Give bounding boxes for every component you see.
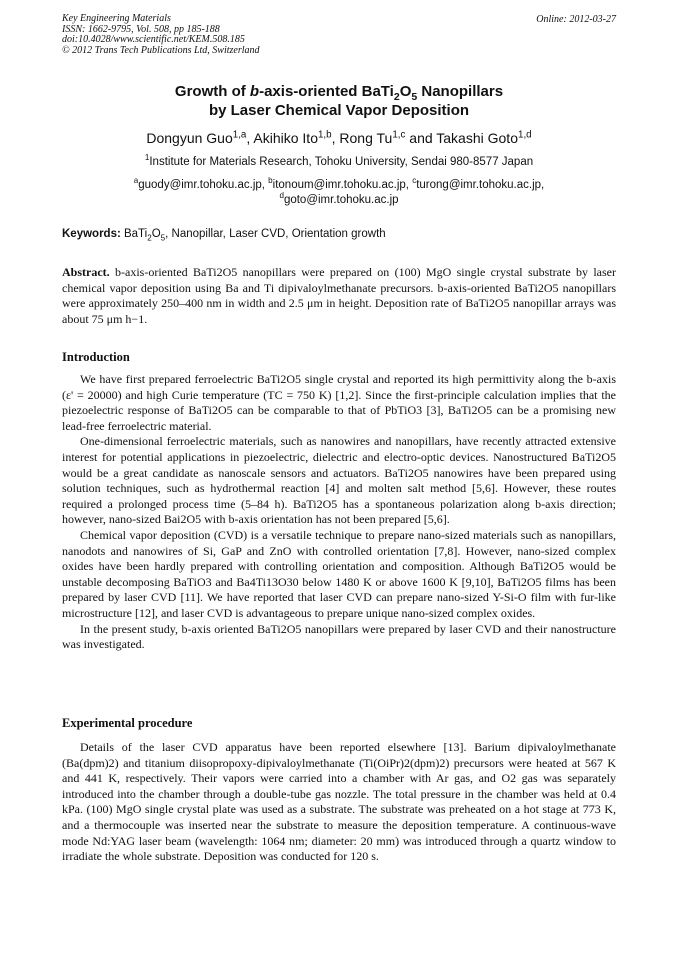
author-list: Dongyun Guo$^{1,a}$, Akihiko Ito$^{1,b}$, Rong Tu$^{1,c}$ and Takashi Goto$^{1,d}$ xyxy=(146,129,532,146)
journal-header xyxy=(62,14,260,56)
abstract: Abstract. b-axis-oriented BaTi2O5 nanopillars were prepared on (100) MgO single crystal substrate by laser chemical vapor deposition using Ba and Ti dipivaloylmethanate precursors. b-axis-oriented BaTi2O5 nanopillars were approximately 250–400 nm in width and 2.5 μm in height. Deposition rate of BaTi2O5 nanopillar arrays was about 75 μm h−1. xyxy=(62,265,616,326)
copyright-line: © 2012 Trans Tech Publications Ltd, Switzerland xyxy=(62,44,260,56)
doi-line: doi:10.4028/www.scientific.net/KEM.508.185 xyxy=(62,34,245,45)
introduction-body xyxy=(62,372,616,653)
paper-title: Growth of b-axis-oriented $BaTi_2O_5$ Nanopillars by Laser Chemical Vapor Deposition xyxy=(174,83,504,119)
author-emails: $^a$guody@imr.tohoku.ac.jp, $^b$itonoum@imr.tohoku.ac.jp, $^c$turong@imr.tohoku.ac.jp, $^d$goto@imr.tohoku.ac.jp xyxy=(133,176,545,206)
online-date: Online: 2012-03-27 xyxy=(536,14,616,25)
journal-name: Key Engineering Materials xyxy=(62,13,171,24)
experimental-heading: Experimental procedure xyxy=(62,716,193,730)
introduction-heading: Introduction xyxy=(62,350,130,364)
affiliation: $^1$Institute for Materials Research, Tohoku University, Sendai 980-8577 Japan xyxy=(144,153,534,168)
issn-line: ISSN: 1662-9795, Vol. 508, pp 185-188 xyxy=(62,23,220,35)
experimental-body xyxy=(62,740,616,865)
intro-paragraph-4: In the present study, b-axis oriented BaTi2O5 nanopillars were prepared by laser CVD and their nanostructure was investigated. xyxy=(62,621,616,652)
keywords: Keywords: $BaTi_2O_5$, Nanopillar, Laser CVD, Orientation growth xyxy=(62,228,386,243)
experimental-paragraph-1: Details of the laser CVD apparatus have been reported elsewhere [13]. Barium dipivaloylmethanate (Ba(dpm)2) and titanium diisopropoxy-dipivaloylmethanate (Ti(OiPr)2(dpm)2) precursors were heated at 567 K and 441 K, respectively. Their vapors were carried into a chamber with Ar gas, and O2 gas was separately introduced into the chamber through a double-tube gas nozzle. The total pressure in the chamber was held at 0.4 kPa. (100) MgO single crystal plate was used as a substrate. The substrate was preheated on a hot stage at 773 K, and a thermocouple was inserted near the substrate to measure the deposition temperature. A continuous-wave mode Nd:YAG laser beam (wavelength: 1064 nm; diameter: 20 mm) was introduced through a quartz window to irradiate the whole substrate. Deposition was conducted for 120 s. xyxy=(62,740,616,864)
intro-paragraph-1: We have first prepared ferroelectric BaTi2O5 single crystal and reported its high permittivity along the b-axis (ε' = 20000) and high Curie temperature (TC = 750 K) [1,2]. Since the first-principle calculation implies that the piezoelectric response of BaTi2O5 can be comparable to that of PbTiO3 [3], BaTi2O5 can be a promising new lead-free ferroelectric material. xyxy=(62,372,616,433)
intro-paragraph-2: One-dimensional ferroelectric materials, such as nanowires and nanopillars, have recently attracted extensive interest for potential applications in piezoelectric, dielectric and electro-optic devices. Nanostructured BaTi2O5 would be a great candidate as nanoscale sensors and actuators. BaTi2O5 nanowires have been prepared using solution techniques, such as hydrothermal reaction [4] and molten salt method [5,6]. However, these routes required a prolonged process time (5–84 h). BaTi2O5 has a spontaneous polarization along b-axis direction; however, nano-sized Bai2O5 with b-axis orientation has not been prepared [5,6]. xyxy=(62,434,616,527)
intro-paragraph-3: Chemical vapor deposition (CVD) is a versatile technique to prepare nano-sized materials such as nanopillars, nanodots and nanowires of Si, GaP and ZnO with controlled orientation [7,8]. However, nano-sized complex oxides have been hardly prepared with controlling orientation and composition. Although BaTi2O5 would be unstable decomposing BaTiO3 and Ba4Ti13O30 below 1480 K or above 1600 K [9,10], BaTi2O5 films has been prepared by laser CVD [11]. We have reported that laser CVD can prepare nano-sized Y-Si-O film with fur-like microstructure [12], and laser CVD is advantageous to prepare unique nano-sized complex oxides. xyxy=(62,527,616,620)
